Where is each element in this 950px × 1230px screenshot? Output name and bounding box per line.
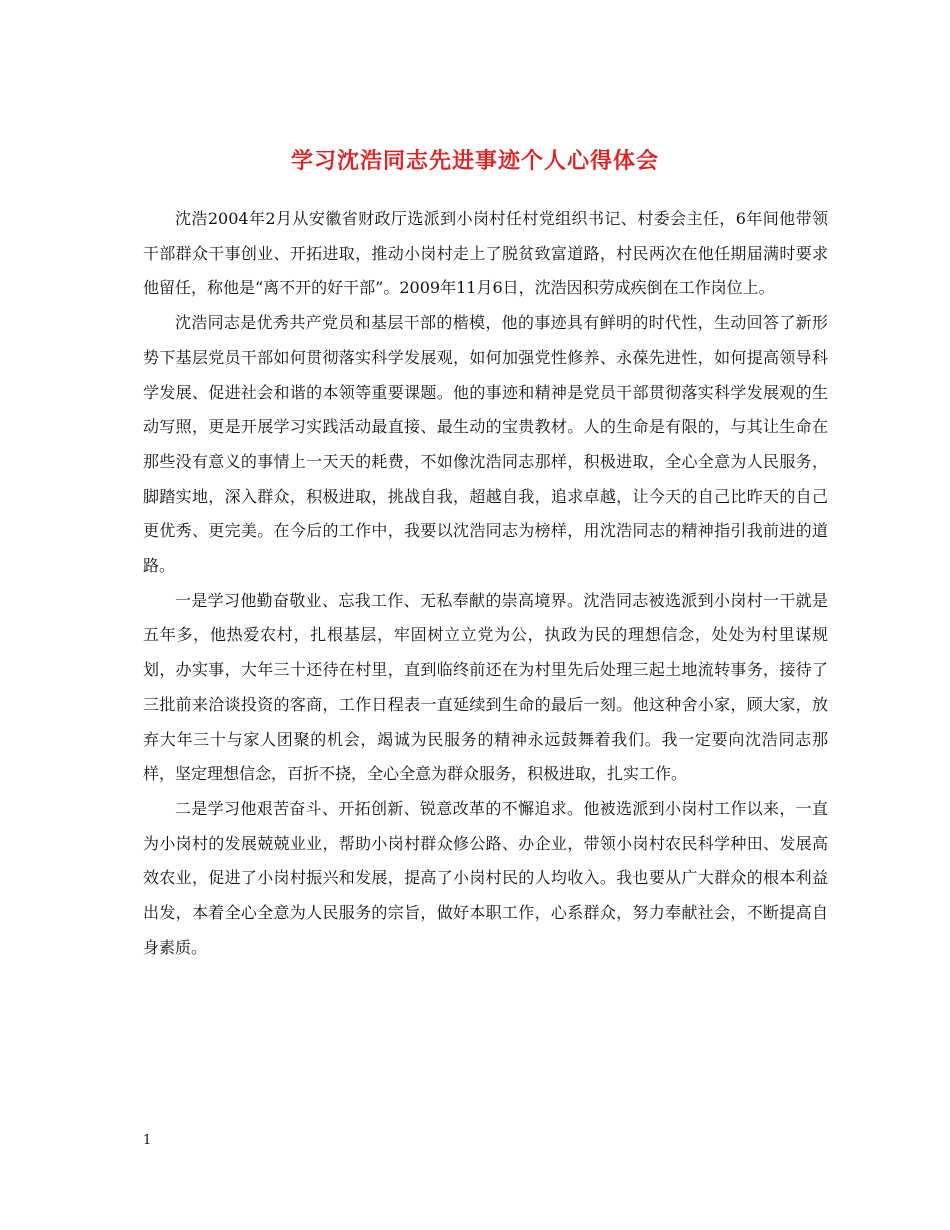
paragraph-2: 沈浩同志是优秀共产党员和基层干部的楷模，他的事迹具有鲜明的时代性，生动回答了新形势下基层党员干部如何贯彻落实科学发展观，如何加强党性修养、永葆先进性，如何提高领导科学发展、促进社会和谐的本领等重要课题。他的事迹和精神是党员干部贯彻落实科学发展观的生动写照，更是开展学习实践活动最直接、最生动的宝贵教材。人的生命是有限的，与其让生命在那些没有意义的事情上一天天的耗费，不如像沈浩同志那样，积极进取，全心全意为人民服务，脚踏实地，深入群众，积极进取，挑战自我，超越自我，追求卓越，让今天的自己比昨天的自己更优秀、更完美。在今后的工作中，我要以沈浩同志为榜样，用沈浩同志的精神指引我前进的道路。 bbox=[143, 313, 828, 576]
paragraph-1: 沈浩2004年2月从安徽省财政厅选派到小岗村任村党组织书记、村委会主任，6年间他带领干部群众干事创业、开拓进取，推动小岗村走上了脱贫致富道路，村民两次在他任期届满时要求他留任，称他是“离不开的好干部”。2009年11月6日，沈浩因积劳成疾倒在工作岗位上。 bbox=[143, 209, 828, 298]
document-title: 学习沈浩同志先进事迹个人心得体会 bbox=[290, 147, 659, 174]
document-body bbox=[143, 202, 828, 965]
page-number: 1 bbox=[143, 1133, 152, 1148]
paragraph-4: 二是学习他艰苦奋斗、开拓创新、锐意改革的不懈追求。他被选派到小岗村工作以来，一直为小岗村的发展兢兢业业，帮助小岗村群众修公路、办企业，带领小岗村农民科学种田、发展高效农业，促进了小岗村振兴和发展，提高了小岗村民的人均收入。我也要从广大群众的根本利益出发，本着全心全意为人民服务的宗旨，做好本职工作，心系群众，努力奉献社会，不断提高自身素质。 bbox=[143, 798, 828, 957]
paragraph-3: 一是学习他勤奋敬业、忘我工作、无私奉献的崇高境界。沈浩同志被选派到小岗村一干就是五年多，他热爱农村，扎根基层，牢固树立立党为公，执政为民的理想信念，处处为村里谋规划，办实事，大年三十还待在村里，直到临终前还在为村里先后处理三起土地流转事务，接待了三批前来洽谈投资的客商，工作日程表一直延续到生命的最后一刻。他这种舍小家，顾大家，放弃大年三十与家人团聚的机会，竭诚为民服务的精神永远鼓舞着我们。我一定要向沈浩同志那样，坚定理想信念，百折不挠，全心全意为群众服务，积极进取，扎实工作。 bbox=[143, 590, 828, 784]
